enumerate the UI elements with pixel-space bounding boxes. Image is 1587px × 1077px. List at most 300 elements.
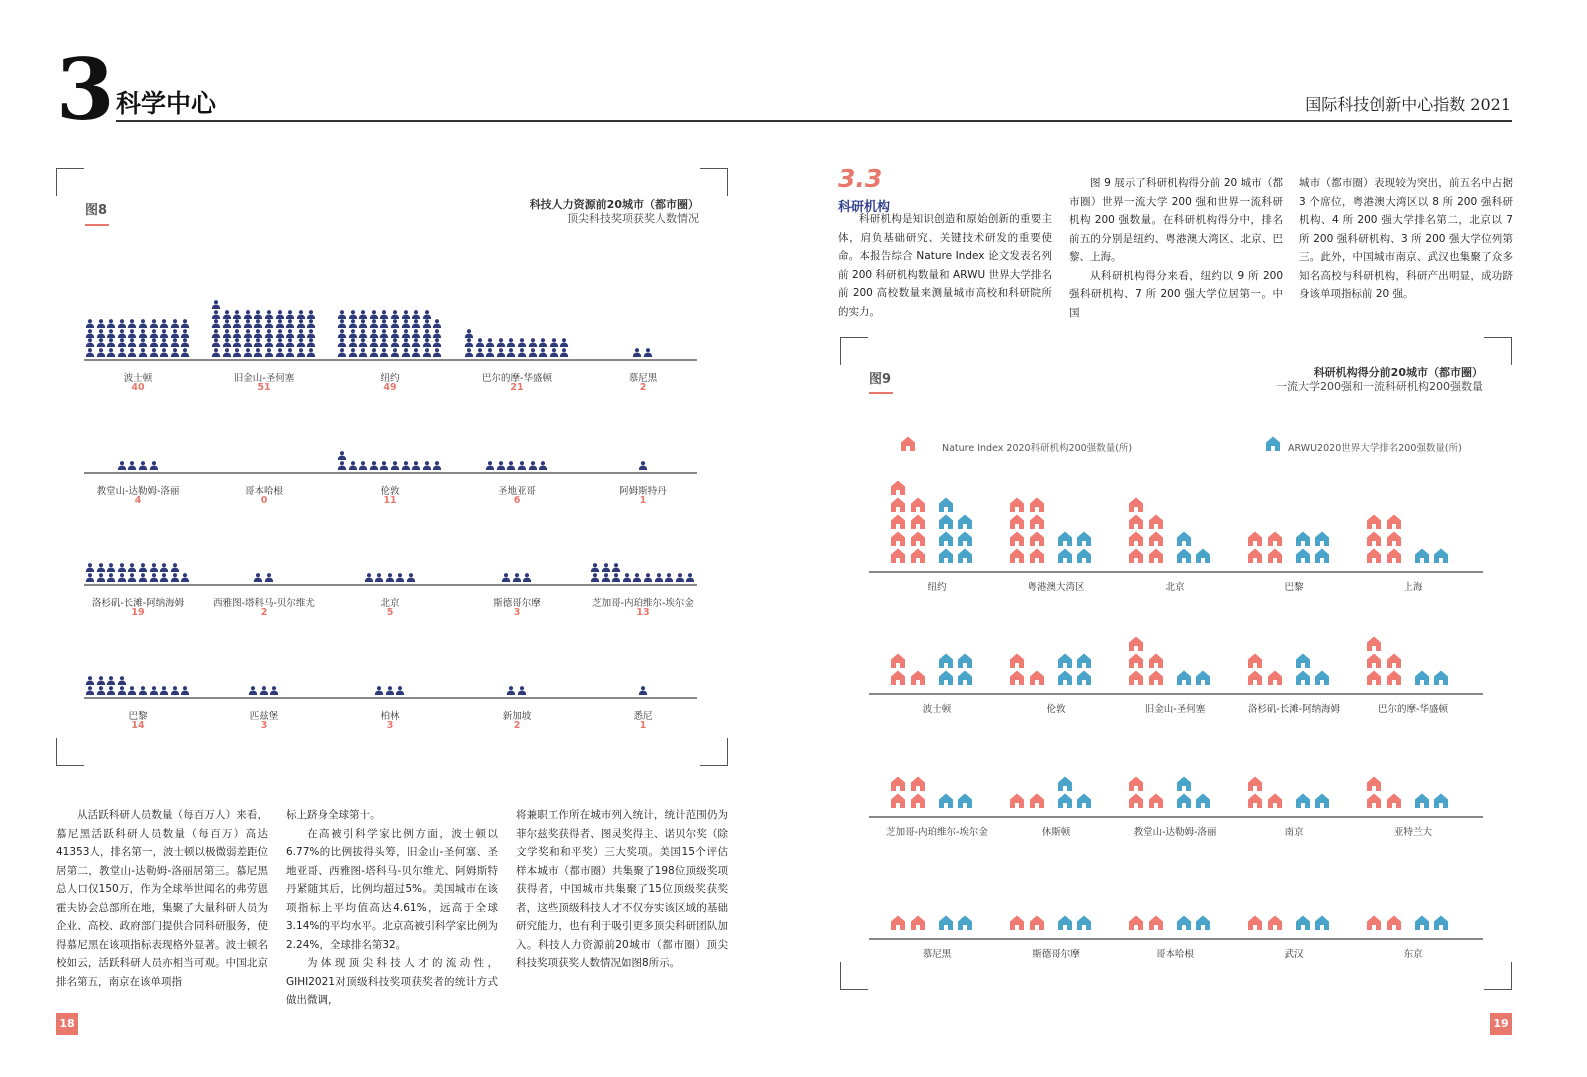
fig8-city-value: 1 [639,720,647,731]
person-icon [348,338,358,347]
person-icon [358,461,368,470]
person-icon [369,348,379,357]
fig8-baseline [84,697,697,699]
house-icon [938,497,954,512]
person-icon [296,310,306,319]
house-icon [1148,548,1164,563]
person-icon [348,310,358,319]
house-icon [1265,436,1281,451]
person-icon [622,573,632,582]
person-icon [180,338,190,347]
house-icon [1295,793,1311,808]
person-icon [685,573,695,582]
person-icon [358,319,368,328]
person-icon [611,573,621,582]
house-icon [1267,548,1283,563]
fig9-city-name: 洛杉矶-长滩-阿纳海姆 [1247,704,1341,715]
person-icon [296,348,306,357]
person-icon [253,329,263,338]
person-icon [411,348,421,357]
person-icon [170,338,180,347]
person-icon [170,329,180,338]
house-icon [1366,636,1382,651]
person-icon [395,686,405,695]
fig8-city-name: 巴尔的摩-华盛顿 [482,373,552,384]
person-icon [422,310,432,319]
house-icon [1386,548,1402,563]
fig9-city-name: 东京 [1403,949,1423,960]
house-icon [1009,670,1025,685]
fig8-city-value: 4 [134,495,142,506]
fig8-city-name: 洛杉矶-长滩-阿纳海姆 [91,598,185,609]
person-icon [285,348,295,357]
house-icon [1433,915,1449,930]
person-icon [117,563,127,572]
person-icon [117,348,127,357]
house-icon [910,776,926,791]
person-icon [85,563,95,572]
fig9-city-name: 教堂山-达勒姆-洛丽 [1133,827,1217,838]
person-icon [379,338,389,347]
house-icon [938,915,954,930]
house-icon [1366,915,1382,930]
house-icon [1057,793,1073,808]
person-icon [117,676,127,685]
fig9-corner [1484,962,1512,990]
person-icon [243,319,253,328]
house-icon [1128,497,1144,512]
house-icon [1366,670,1382,685]
house-icon [1128,531,1144,546]
fig8-corner [56,738,84,766]
left-text-col1: 从活跃科研人员数量（每百万人）来看，慕尼黑活跃科研人员数量（每百万）高达41353人，排名第一，波士顿以极微弱差距位居第二，教堂山-达勒姆-洛丽居第三。慕尼黑总人口仅150万，作为全球举世闻名的弗劳恩霍夫协会总部所在地，集聚了大量科研人员为企业、高校、政府部门提供合同科研服务，使得慕尼黑在该项指标表现格外显著。波士顿名校如云，活跃科研人员亦相当可观。中国北京排名第五，南京在该单项指 [56,809,268,988]
person-icon [464,348,474,357]
house-icon [1386,653,1402,668]
person-icon [475,348,485,357]
person-icon [390,348,400,357]
house-icon [957,915,973,930]
house-icon [1128,548,1144,563]
person-icon [96,573,106,582]
person-icon [117,329,127,338]
person-icon [379,329,389,338]
person-icon [601,573,611,582]
fig9-title-line2: 一流大学200强和一流科研机构200强数量 [1276,380,1483,393]
person-icon [211,329,221,338]
fig8-city-value: 14 [131,720,145,731]
person-icon [337,338,347,347]
person-icon [337,348,347,357]
house-icon [957,514,973,529]
person-icon [390,329,400,338]
person-icon [85,329,95,338]
person-icon [159,329,169,338]
house-icon [1128,776,1144,791]
section-number: 3.3 [838,164,883,193]
house-icon [1247,548,1263,563]
left-text-col2-c: 为体现顶尖科技人才的流动性，GIHI2021对顶级科技奖项获奖者的统计方式做出微调， [286,957,498,1006]
person-icon [485,461,495,470]
house-icon [1366,653,1382,668]
house-icon [1176,915,1192,930]
house-icon [1247,776,1263,791]
person-icon [296,338,306,347]
house-icon [1176,776,1192,791]
person-icon [159,686,169,695]
person-icon [411,461,421,470]
person-icon [390,461,400,470]
house-icon [910,514,926,529]
person-icon [296,319,306,328]
person-icon [264,348,274,357]
person-icon [106,573,116,582]
person-icon [96,686,106,695]
person-icon [149,338,159,347]
house-icon [1029,915,1045,930]
person-icon [559,348,569,357]
person-icon [253,348,263,357]
section-text-col2 [1069,174,1283,322]
person-icon [127,573,137,582]
left-text-col2 [286,806,498,1010]
person-icon [243,348,253,357]
house-icon [1366,531,1382,546]
person-icon [654,573,664,582]
house-icon [938,514,954,529]
person-icon [138,461,148,470]
section-text-col3: 城市（都市圈）表现较为突出，前五名中占据 3 个席位，粤港澳大湾区以 8 所 200 强科研机构、4 所 200 强大学排名第二，北京以 7 所 200 强科研机构、3 所 200 强大学位列第三。此外，中国城市南京、武汉也集聚了众多知名高校与科研机构，科研产出明显，成功跻身该单项指标前 20 强。 [1299,177,1513,300]
house-icon [1029,548,1045,563]
person-icon [337,319,347,328]
person-icon [243,338,253,347]
person-icon [643,348,653,357]
person-icon [106,686,116,695]
person-icon [275,348,285,357]
person-icon [275,338,285,347]
person-icon [106,563,116,572]
section-text-col1: 科研机构是知识创造和原始创新的重要主体，肩负基础研究、关键技术研发的重要使命。本报告综合 Nature Index 论文发表名列前 200 科研机构数量和 ARWU 世界大学排名前 200 高校数量来测量城市高校和科研院所的实力。 [838,213,1052,318]
house-icon [1029,497,1045,512]
fig9-city-name: 旧金山-圣何塞 [1144,704,1206,715]
fig8-corner [700,738,728,766]
house-icon [1128,915,1144,930]
fig8-city-value: 11 [383,495,397,506]
fig8-city-name: 悉尼 [633,711,653,722]
person-icon [374,573,384,582]
person-icon [528,338,538,347]
house-icon [1128,653,1144,668]
person-icon [358,329,368,338]
person-icon [232,348,242,357]
left-text-col3: 将兼职工作所在城市列入统计，统计范围仍为菲尔兹奖获得者、图灵奖得主、诺贝尔奖（除文学奖和和平奖）三大奖项。美国15个评估样本城市（都市圈）共集聚了198位顶级奖项获得者，中国城市共集聚了15位顶级奖获奖者，这些顶级科技人才不仅夯实该区域的基础研究能力，也有利于吸引更多顶尖科研团队加入。科技人力资源前20城市（都市圈）顶尖科技奖项获奖人数情况如图8所示。 [516,809,728,969]
person-icon [369,310,379,319]
fig9-baseline [869,571,1483,573]
person-icon [306,310,316,319]
house-icon [910,793,926,808]
person-icon [127,461,137,470]
person-icon [601,563,611,572]
section-text-col2-b: 从科研机构得分来看，纽约以 9 所 200 强科研机构、7 所 200 强大学位居第一。中国 [1069,269,1283,319]
person-icon [180,319,190,328]
fig8-city-value: 3 [260,720,268,731]
house-icon [1267,670,1283,685]
fig9-city-name: 上海 [1403,582,1423,593]
report-title: 国际科技创新中心指数 2021 [1305,95,1511,114]
person-icon [264,310,274,319]
fig9-title-line1: 科研机构得分前20城市（都市圈） [1313,366,1483,379]
person-icon [259,686,269,695]
fig9-label-underline [869,392,893,394]
person-icon [506,686,516,695]
house-icon [1128,636,1144,651]
house-icon [1009,497,1025,512]
person-icon [106,329,116,338]
person-icon [170,573,180,582]
fig8-city-name: 匹兹堡 [249,711,279,722]
fig9-city-name: 粤港澳大湾区 [1027,582,1085,593]
house-icon [1076,531,1092,546]
fig8-label: 图8 [85,203,108,218]
house-icon [1386,531,1402,546]
house-icon [1148,531,1164,546]
person-icon [379,348,389,357]
fig8-city-value: 1 [639,495,647,506]
person-icon [358,338,368,347]
person-icon [149,461,159,470]
person-icon [590,563,600,572]
person-icon [85,319,95,328]
person-icon [149,348,159,357]
person-icon [96,319,106,328]
house-icon [1414,670,1430,685]
person-icon [501,573,511,582]
person-icon [159,573,169,582]
house-icon [1148,514,1164,529]
house-icon [957,670,973,685]
person-icon [348,348,358,357]
fig9-baseline [869,816,1483,818]
person-icon [517,338,527,347]
person-icon [664,573,674,582]
house-icon [1029,670,1045,685]
person-icon [85,676,95,685]
person-icon [285,319,295,328]
house-icon [1314,531,1330,546]
house-icon [1414,548,1430,563]
person-icon [401,329,411,338]
house-icon [1076,670,1092,685]
person-icon [675,573,685,582]
person-icon [138,348,148,357]
person-icon [632,348,642,357]
person-icon [379,319,389,328]
person-icon [632,573,642,582]
person-icon [222,319,232,328]
person-icon [285,338,295,347]
person-icon [306,319,316,328]
house-icon [890,480,906,495]
house-icon [1295,531,1311,546]
house-icon [1433,670,1449,685]
person-icon [117,686,127,695]
person-icon [528,461,538,470]
house-icon [1386,793,1402,808]
house-icon [1029,793,1045,808]
person-icon [390,338,400,347]
person-icon [538,461,548,470]
person-icon [275,329,285,338]
person-icon [170,563,180,572]
person-icon [127,319,137,328]
person-icon [337,451,347,460]
person-icon [517,686,527,695]
house-icon [1176,670,1192,685]
house-icon [957,653,973,668]
person-icon [506,348,516,357]
house-icon [1076,653,1092,668]
person-icon [432,329,442,338]
person-icon [138,573,148,582]
person-icon [385,686,395,695]
person-icon [253,338,263,347]
person-icon [369,329,379,338]
house-icon [1148,915,1164,930]
fig8-city-value: 19 [131,607,145,618]
house-icon [900,436,916,451]
fig8-city-name: 伦敦 [380,486,400,497]
person-icon [159,563,169,572]
person-icon [127,348,137,357]
fig8-city-name: 斯德哥尔摩 [493,598,541,609]
person-icon [138,338,148,347]
person-icon [117,573,127,582]
house-icon [1176,531,1192,546]
house-icon [1414,915,1430,930]
house-icon [1295,670,1311,685]
person-icon [528,348,538,357]
legend-nature-label: Nature Index 2020科研机构200强数量(所) [942,443,1133,454]
person-icon [85,338,95,347]
person-icon [117,461,127,470]
person-icon [269,686,279,695]
person-icon [96,348,106,357]
person-icon [211,348,221,357]
person-icon [170,319,180,328]
person-icon [475,338,485,347]
person-icon [390,310,400,319]
fig8-city-value: 49 [383,382,397,393]
fig8-city-value: 51 [257,382,271,393]
house-icon [890,653,906,668]
person-icon [611,563,621,572]
person-icon [180,573,190,582]
person-icon [138,329,148,338]
person-icon [127,338,137,347]
person-icon [485,338,495,347]
house-icon [1366,548,1382,563]
fig8-city-value: 40 [131,382,145,393]
fig8-city-value: 6 [513,495,521,506]
house-icon [1366,776,1382,791]
person-icon [296,329,306,338]
house-icon [1366,793,1382,808]
person-icon [422,461,432,470]
house-icon [1057,548,1073,563]
fig9-baseline [869,938,1483,940]
house-icon [1148,670,1164,685]
house-icon [1433,548,1449,563]
house-icon [1386,915,1402,930]
fig8-baseline [84,359,697,361]
fig8-baseline [84,584,697,586]
fig8-city-name: 柏林 [380,711,400,722]
house-icon [1128,514,1144,529]
house-icon [1267,915,1283,930]
fig8-label-underline [85,224,109,226]
person-icon [85,573,95,582]
fig8-city-value: 5 [386,607,394,618]
person-icon [275,310,285,319]
person-icon [138,686,148,695]
house-icon [890,915,906,930]
person-icon [149,319,159,328]
person-icon [253,319,263,328]
person-icon [512,573,522,582]
fig9-city-name: 波士顿 [922,704,952,715]
person-icon [85,686,95,695]
house-icon [1009,915,1025,930]
fig8-city-value: 2 [639,382,647,393]
house-icon [1247,531,1263,546]
house-icon [890,548,906,563]
person-icon [432,338,442,347]
person-icon [232,329,242,338]
person-icon [401,461,411,470]
fig8-city-name: 新加坡 [502,711,532,722]
header-rule [116,120,1512,122]
person-icon [549,348,559,357]
person-icon [243,310,253,319]
person-icon [422,338,432,347]
fig9-city-name: 芝加哥-内珀维尔-埃尔金 [886,827,988,838]
house-icon [1009,514,1025,529]
house-icon [1029,531,1045,546]
person-icon [411,319,421,328]
person-icon [496,348,506,357]
person-icon [432,461,442,470]
fig8-city-name: 哥本哈根 [244,486,283,497]
fig9-city-name: 巴黎 [1284,582,1304,593]
person-icon [638,461,648,470]
person-icon [96,676,106,685]
person-icon [170,686,180,695]
house-icon [1128,793,1144,808]
person-icon [369,338,379,347]
house-icon [1386,514,1402,529]
fig9-city-name: 休斯顿 [1041,827,1071,838]
fig8-city-name: 旧金山-圣何塞 [233,373,295,384]
person-icon [411,329,421,338]
person-icon [138,563,148,572]
house-icon [1295,548,1311,563]
person-icon [180,329,190,338]
person-icon [422,329,432,338]
person-icon [149,686,159,695]
person-icon [243,329,253,338]
person-icon [248,686,258,695]
house-icon [938,653,954,668]
fig8-corner [700,168,728,196]
